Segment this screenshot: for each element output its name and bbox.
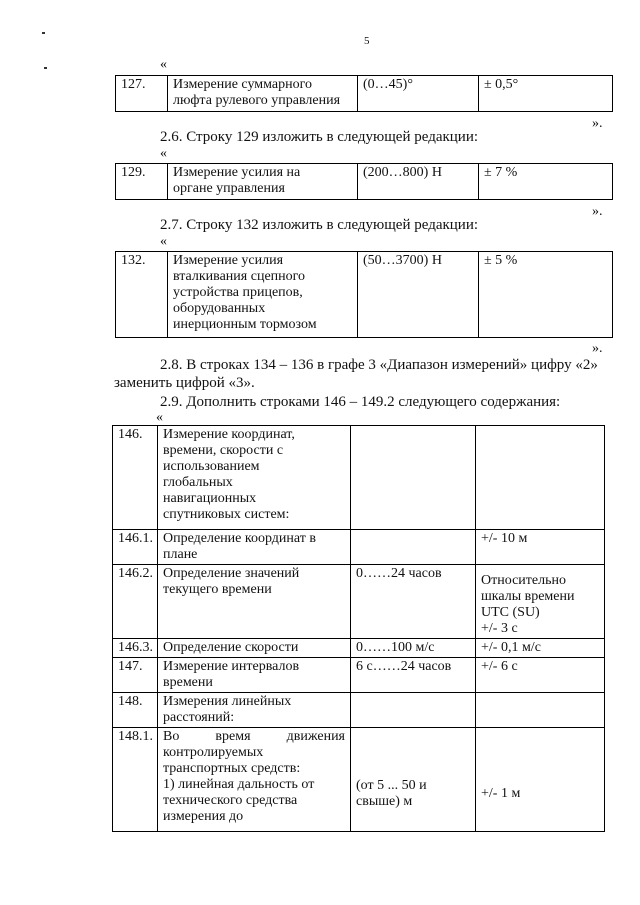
- table-row: [113, 693, 605, 728]
- row-number: 146.: [113, 426, 158, 530]
- name-line: времени: [163, 675, 213, 690]
- row-range: [351, 426, 476, 530]
- name-line: времени, скорости с: [163, 443, 284, 458]
- open-quote: «: [160, 234, 167, 249]
- name-line: Измерение координат,: [163, 427, 295, 442]
- table-row: [113, 565, 605, 639]
- row-range: (200…800) Н: [358, 164, 479, 200]
- table-row-132: [115, 251, 613, 338]
- range-line: (от 5 ... 50 и: [356, 778, 427, 793]
- row-name: [168, 164, 358, 200]
- row-accuracy: [476, 728, 605, 832]
- name-line: навигационных: [163, 491, 257, 506]
- name-line: Определение скорости: [163, 640, 299, 655]
- page-number: 5: [364, 35, 370, 47]
- name-line: измерения до: [163, 809, 244, 824]
- row-accuracy: +/- 0,1 м/с: [476, 639, 605, 658]
- name-line: люфта рулевого управления: [173, 93, 341, 108]
- table-row: [113, 426, 605, 530]
- paragraph-2-6: 2.6. Строку 129 изложить в следующей редакции:: [160, 129, 479, 145]
- name-line: технического средства: [163, 793, 298, 808]
- name-line: Измерения линейных: [163, 694, 292, 709]
- row-name: [158, 565, 351, 639]
- name-line: Определение значений: [163, 566, 300, 581]
- name-line: транспортных средств:: [163, 761, 301, 776]
- row-accuracy: ± 0,5°: [479, 76, 613, 112]
- name-line: органе управления: [173, 181, 285, 196]
- row-name: [158, 426, 351, 530]
- name-line: Определение координат в: [163, 531, 316, 546]
- row-number: 146.3.: [113, 639, 158, 658]
- name-line: текущего времени: [163, 582, 272, 597]
- table-row-129: [115, 163, 613, 200]
- open-quote: «: [160, 57, 167, 72]
- row-name: [158, 530, 351, 565]
- row-name: [168, 252, 358, 338]
- row-accuracy: [476, 565, 605, 639]
- row-accuracy: +/- 10 м: [476, 530, 605, 565]
- paragraph-2-8-line-2: заменить цифрой «3».: [114, 375, 255, 391]
- row-name: [158, 658, 351, 693]
- row-accuracy: [476, 426, 605, 530]
- row-range: 0……100 м/с: [351, 639, 476, 658]
- row-range: 0……24 часов: [351, 565, 476, 639]
- row-number: 129.: [116, 164, 168, 200]
- row-range: (50…3700) Н: [358, 252, 479, 338]
- scan-mark: [42, 32, 45, 34]
- row-accuracy: ± 7 %: [479, 164, 613, 200]
- paragraph-2-7: 2.7. Строку 132 изложить в следующей редакции:: [160, 217, 479, 233]
- name-line: использованием: [163, 459, 260, 474]
- row-number: 146.2.: [113, 565, 158, 639]
- open-quote: «: [156, 410, 163, 425]
- name-line: 1) линейная дальность от: [163, 777, 315, 792]
- name-line: расстояний:: [163, 710, 235, 725]
- close-quote: ».: [592, 341, 603, 356]
- table-row-127: [115, 75, 613, 112]
- range-line: свыше) м: [356, 794, 413, 809]
- row-name: [158, 693, 351, 728]
- name-line: Измерение усилия: [173, 253, 284, 268]
- row-accuracy: +/- 6 с: [476, 658, 605, 693]
- row-number: 148.1.: [113, 728, 158, 832]
- name-line: глобальных: [163, 475, 233, 490]
- row-number: 146.1.: [113, 530, 158, 565]
- accuracy-line: UTC (SU): [481, 605, 540, 620]
- name-line: оборудованных: [173, 301, 266, 316]
- row-number: 127.: [116, 76, 168, 112]
- accuracy-line: Относительно: [481, 573, 566, 588]
- name-line: вталкивания сцепного: [173, 269, 306, 284]
- additions-table: [112, 425, 605, 832]
- row-range: [351, 693, 476, 728]
- row-name: [158, 639, 351, 658]
- name-line: Измерение усилия на: [173, 165, 301, 180]
- name-line: спутниковых систем:: [163, 507, 290, 522]
- row-range: [351, 728, 476, 832]
- row-range: 6 с……24 часов: [351, 658, 476, 693]
- paragraph-2-8-line-1: 2.8. В строках 134 – 136 в графе 3 «Диапазон измерений» цифру «2»: [160, 357, 598, 373]
- row-name: [158, 728, 351, 832]
- table-row: [113, 639, 605, 658]
- accuracy-line: шкалы времени: [481, 589, 575, 604]
- row-number: 148.: [113, 693, 158, 728]
- row-name: [168, 76, 358, 112]
- row-range: [351, 530, 476, 565]
- row-accuracy: [476, 693, 605, 728]
- name-line: Измерение суммарного: [173, 77, 312, 92]
- close-quote: ».: [592, 116, 603, 131]
- name-line: Во время движения: [163, 729, 345, 744]
- row-range: (0…45)°: [358, 76, 479, 112]
- name-line: устройства прицепов,: [173, 285, 303, 300]
- table-row: [113, 530, 605, 565]
- row-number: 147.: [113, 658, 158, 693]
- paragraph-2-9: 2.9. Дополнить строками 146 – 149.2 следующего содержания:: [160, 394, 561, 410]
- accuracy-line: +/- 1 м: [481, 786, 521, 801]
- table-row: [113, 658, 605, 693]
- name-line: инерционным тормозом: [173, 317, 317, 332]
- name-line: Измерение интервалов: [163, 659, 300, 674]
- row-accuracy: ± 5 %: [479, 252, 613, 338]
- scan-mark: [44, 67, 47, 69]
- open-quote: «: [160, 146, 167, 161]
- name-line: плане: [163, 547, 198, 562]
- table-row: [113, 728, 605, 832]
- close-quote: ».: [592, 204, 603, 219]
- accuracy-line: +/- 3 с: [481, 621, 518, 636]
- row-number: 132.: [116, 252, 168, 338]
- name-line: контролируемых: [163, 745, 264, 760]
